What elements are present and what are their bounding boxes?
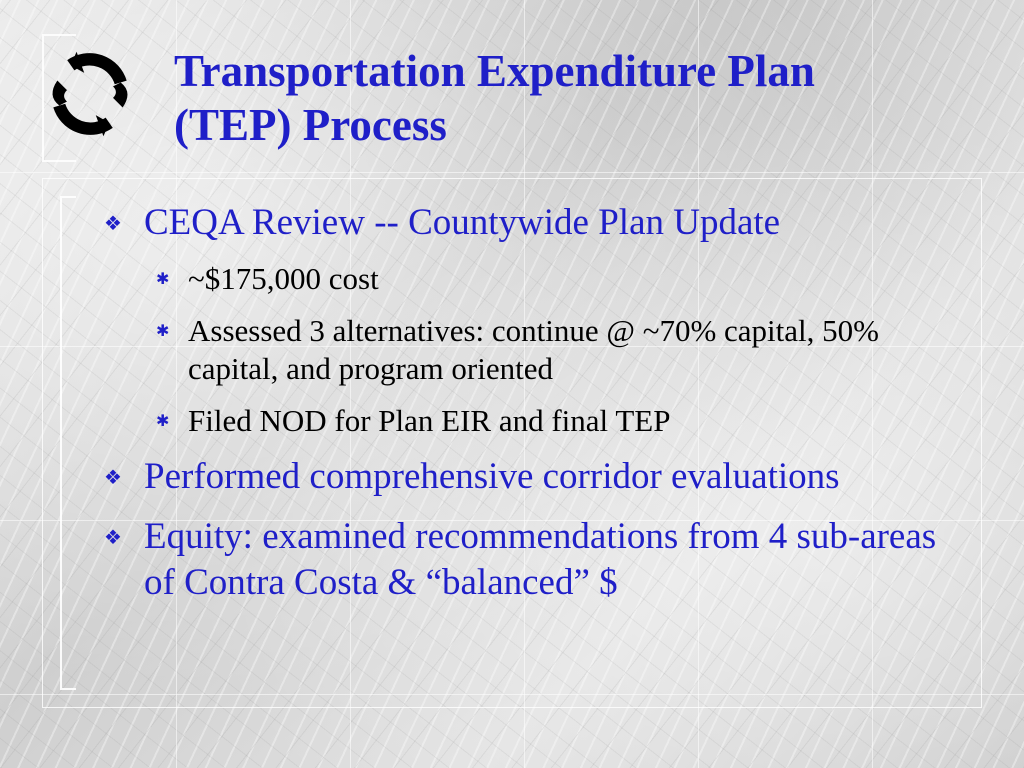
slide-title (174, 44, 974, 152)
sub-bullet-text: ~$175,000 cost (188, 261, 379, 296)
grid-line (0, 172, 1024, 173)
title-line-1: Transportation Expenditure Plan (174, 46, 815, 96)
sub-bullet-item (156, 402, 964, 440)
bullet-item (104, 514, 964, 606)
diamond-bullet-icon: ❖ (104, 525, 122, 549)
title-line-2: (TEP) Process (174, 100, 447, 150)
bullet-text: Performed comprehensive corridor evaluations (144, 456, 840, 497)
sub-bullet-list (156, 260, 964, 440)
asterisk-bullet-icon: ✱ (156, 411, 170, 430)
diamond-bullet-icon: ❖ (104, 211, 122, 235)
bullet-text: CEQA Review -- Countywide Plan Update (144, 202, 781, 243)
circular-arrows-logo-icon (42, 46, 138, 142)
sub-bullet-item (156, 312, 964, 388)
diamond-bullet-icon: ❖ (104, 465, 122, 489)
bullet-item (104, 454, 964, 500)
asterisk-bullet-icon: ✱ (156, 269, 170, 288)
sub-bullet-text: Filed NOD for Plan EIR and final TEP (188, 403, 671, 438)
bullet-item (104, 200, 964, 440)
sub-bullet-item (156, 260, 964, 298)
asterisk-bullet-icon: ✱ (156, 321, 170, 340)
bullet-text: Equity: examined recommendations from 4 sub-areas of Contra Costa & “balanced” $ (144, 516, 937, 603)
content-bracket (60, 196, 76, 690)
sub-bullet-text: Assessed 3 alternatives: continue @ ~70% capital, 50% capital, and program oriented (188, 313, 879, 386)
bullet-list (104, 200, 964, 620)
